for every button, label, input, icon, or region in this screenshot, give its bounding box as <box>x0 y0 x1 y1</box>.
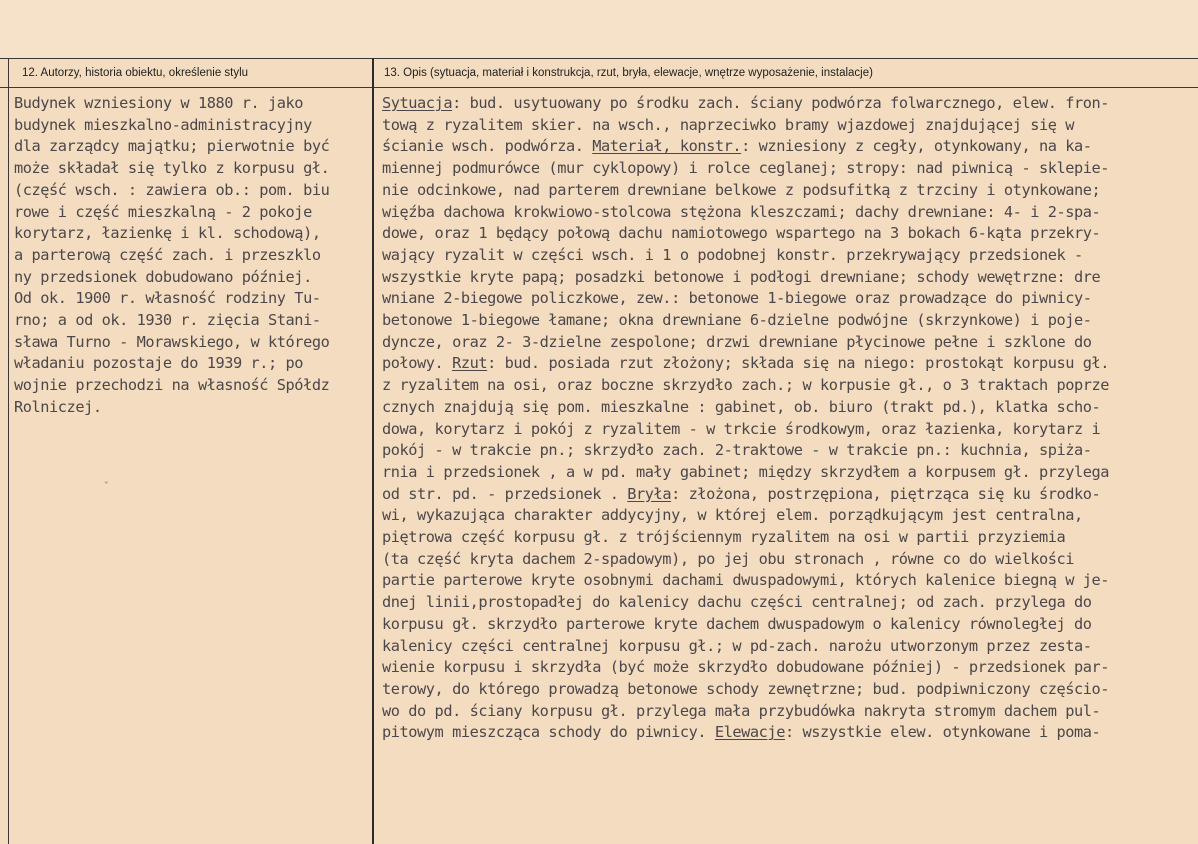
section-heading: Elewacje <box>714 723 785 742</box>
description-line <box>382 723 1100 741</box>
description-line <box>382 376 1109 394</box>
top-margin-band <box>0 0 1198 58</box>
description-fragment: wi, wykazująca charakter addycyjny, w której elem. porządkującym jest centralna, <box>382 506 1083 525</box>
history-line: a parterową część zach. i przeszklo <box>14 245 321 264</box>
description-line <box>382 311 1092 329</box>
description-fragment: więźba dachowa krokwiowo-stolcowa stężona kleszczami; dachy drewniane: 4- i 2-spa- <box>382 202 1101 221</box>
description-line <box>382 441 1092 459</box>
description-fragment: z ryzalitem na osi, oraz boczne skrzydło zach.; w korpusie gł., o 3 traktach poprze <box>382 376 1110 395</box>
description-fragment: : wszystkie elew. otynkowane i poma- <box>784 723 1101 742</box>
history-line: rowe i część mieszkalną - 2 pokoje <box>14 202 312 221</box>
history-line: wojnie przechodzi na własność Spółdz <box>14 376 330 395</box>
description-fragment: ścianie wsch. podwórza. <box>382 137 593 156</box>
description-line <box>382 550 1074 568</box>
section-heading: Bryła <box>627 484 672 503</box>
description-line <box>382 702 1100 720</box>
description-line <box>382 571 1109 589</box>
description-line <box>382 680 1109 698</box>
description-line <box>382 246 1083 264</box>
description-line <box>382 268 1100 286</box>
description-line <box>382 137 1092 155</box>
description-line <box>382 420 1100 438</box>
section-heading: Materiał, konstr. <box>592 137 742 156</box>
description-line <box>382 658 1109 676</box>
description-line <box>382 159 1109 177</box>
description-fragment: rnia i przedsionek , a w pd. mały gabinet; między skrzydłem a korpusem gł. przylega <box>382 462 1110 481</box>
description-fragment: połowy. <box>382 354 453 373</box>
description-fragment: tową z ryzalitem skier. na wsch., naprzeciwko bramy wjazdowej znajdującej się w <box>382 115 1075 134</box>
history-line: budynek mieszkalno-administracyjny <box>14 115 312 134</box>
description-line <box>382 354 1109 372</box>
description-line <box>382 94 1109 112</box>
description-fragment: betonowe 1-biegowe łamane; okna drewniane 6-dzielne podwójne (skrzynkowe) i poje- <box>382 311 1092 330</box>
description-line <box>382 224 1100 242</box>
description-fragment: dnej linii,prostopadłej do kalenicy dachu części centralnej; od zach. przylega do <box>382 593 1092 612</box>
history-line: może składał się tylko z korpusu gł. <box>14 159 330 178</box>
history-line: Rolniczej. <box>14 397 102 416</box>
description-fragment: terowy, do którego prowadzą betonowe schody zewnętrzne; bud. podpiwniczony częścio- <box>382 679 1110 698</box>
history-line: dla zarządcy majątku; pierwotnie być <box>14 137 330 156</box>
history-text <box>14 93 370 419</box>
description-fragment: dowa, korytarz i pokój z ryzalitem - w trkcie środkowym, oraz łazienka, korytarz i <box>382 419 1101 438</box>
description-fragment: (ta część kryta dachem 2-spadowym), po jej obu stronach , równe co do wielkości <box>382 549 1075 568</box>
header-rule <box>0 87 1198 88</box>
description-line <box>382 615 1092 633</box>
description-line <box>382 333 1092 351</box>
description-fragment: wo do pd. ściany korpusu gł. przylega mała przybudówka nakryta stromym dachem pul- <box>382 701 1101 720</box>
description-line <box>382 181 1100 199</box>
description-fragment: dowe, oraz 1 będący połową dachu namiotowego wspartego na 3 bokach 6-kąta przekry- <box>382 224 1101 243</box>
history-line: sława Turno - Morawskiego, w którego <box>14 332 330 351</box>
description-line <box>382 506 1083 524</box>
description-fragment: miennej podmurówce (mur cyklopowy) i rolce ceglanej; stropy: nad piwnicą - sklepie- <box>382 159 1110 178</box>
margin-mark: ˇ <box>103 480 110 493</box>
section-heading: Sytuacja <box>382 94 453 112</box>
description-fragment: wniane 2-biegowe policzkowe, zew.: betonowe 1-biegowe oraz prowadzące do piwnicy- <box>382 289 1092 308</box>
description-line <box>382 116 1074 134</box>
description-fragment: kalenicy części centralnej korpusu gł.; w pd-zach. narożu utworzonym przez zesta- <box>382 636 1092 655</box>
description-fragment: pitowym mieszcząca schody do piwnicy. <box>382 723 715 742</box>
history-line: ny przedsionek dobudowano później. <box>14 267 312 286</box>
description-fragment: : bud. usytuowany po środku zach. ściany podwórza folwarcznego, elew. fron- <box>452 94 1110 112</box>
description-fragment: pokój - w trakcie pn.; skrzydło zach. 2-traktowe - w trakcie pn.: kuchnia, spiża- <box>382 441 1092 460</box>
column-divider <box>372 58 374 844</box>
description-fragment: piętrowa część korpusu gł. z trójściennym ryzalitem na osi w partii przyziemia <box>382 528 1066 547</box>
description-fragment: cznych znajdują się pom. mieszkalne : gabinet, ob. biuro (trakt pd.), klatka scho- <box>382 397 1101 416</box>
description-fragment: : wzniesiony z cegły, otynkowany, na ka- <box>741 137 1092 156</box>
top-rule <box>0 58 1198 59</box>
description-line <box>382 485 1100 503</box>
history-line: Budynek wzniesiony w 1880 r. jako <box>14 94 304 112</box>
description-fragment: wienie korpusu i skrzydła (być może skrzydło dobudowane później) - przedsionek par- <box>382 658 1110 677</box>
col12-header: 12. Autorzy, historia obiektu, określenie stylu <box>22 67 249 79</box>
col13-header: 13. Opis (sytuacja, materiał i konstrukcja, rzut, bryła, elewacje, wnętrze wyposażenie, instalacje) <box>384 67 873 79</box>
description-fragment: dyncze, oraz 2- 3-dzielne zespolone; drzwi drewniane płycinowe pełne i szklone do <box>382 332 1092 351</box>
description-line <box>382 289 1092 307</box>
description-fragment: : bud. posiada rzut złożony; składa się na niego: prostokąt korpusu gł. <box>487 354 1110 373</box>
history-line: (część wsch. : zawiera ob.: pom. biu <box>14 180 330 199</box>
description-fragment: korpusu gł. skrzydło parterowe kryte dachem dwuspadowym o kalenicy równoległej do <box>382 614 1092 633</box>
description-line <box>382 203 1100 221</box>
left-border <box>8 58 9 844</box>
history-line: Od ok. 1900 r. własność rodziny Tu- <box>14 289 321 308</box>
description-line <box>382 528 1065 546</box>
description-line <box>382 398 1100 416</box>
description-fragment: nie odcinkowe, nad parterem drewniane belkowe z podsufitką z trzciny i otynkowane; <box>382 180 1101 199</box>
description-fragment: partie parterowe kryte osobnymi dachami dwuspadowymi, których kalenice biegną w je- <box>382 571 1110 590</box>
description-line <box>382 463 1109 481</box>
description-line <box>382 637 1092 655</box>
history-line: korytarz, łazienkę i kl. schodową), <box>14 224 321 243</box>
description-fragment: wający ryzalit w części wsch. i 1 o podobnej konstr. przekrywający przedsionek - <box>382 245 1083 264</box>
description-fragment: od str. pd. - przedsionek . <box>382 484 628 503</box>
description-fragment: : złożona, postrzępiona, piętrząca się ku środko- <box>671 484 1101 503</box>
description-text <box>382 93 1198 744</box>
history-line: rno; a od ok. 1930 r. zięcia Stani- <box>14 311 321 330</box>
section-heading: Rzut <box>452 354 488 373</box>
history-line: władaniu pozostaje do 1939 r.; po <box>14 354 304 373</box>
description-fragment: wszystkie kryte papą; posadzki betonowe i podłogi drewniane; schody wewętrzne: dre <box>382 267 1101 286</box>
description-line <box>382 593 1092 611</box>
